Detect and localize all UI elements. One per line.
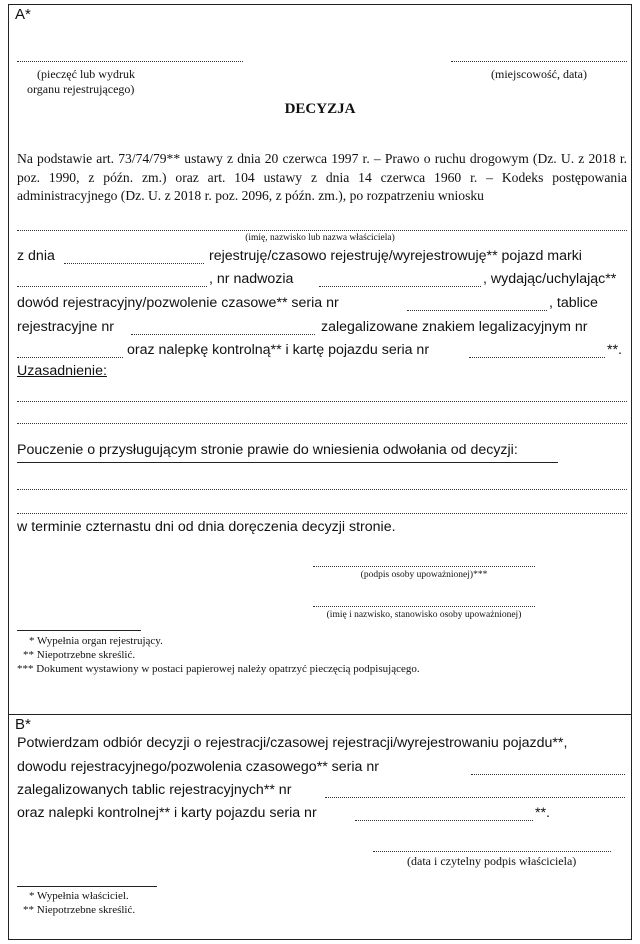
footnote-b-1: * Wypełnia właściciel. [29, 890, 129, 902]
receipt-line-4-end: **. [535, 805, 550, 821]
body-number-field[interactable] [319, 286, 481, 287]
registration-document-number-field[interactable] [407, 310, 547, 311]
decision-line2-a: , nr nadwozia [209, 271, 294, 287]
footnote-separator [17, 630, 141, 631]
decision-line2-b: , wydając/uchylając** [483, 271, 617, 287]
authorized-signature-field[interactable] [313, 566, 535, 567]
owner-date-caption: (data i czytelny podpis właściciela) [407, 854, 577, 868]
authorized-name-field[interactable] [313, 606, 535, 607]
application-date-field[interactable] [64, 263, 204, 264]
footnote-2: ** Niepotrzebne skreślić. [23, 649, 136, 661]
owner-caption: (imię, nazwisko lub nazwa właściciela) [245, 233, 395, 243]
receipt-document-number-field[interactable] [471, 774, 625, 775]
decision-line1-b: rejestruję/czasowo rejestruję/wyrejestrowuję** pojazd marki [209, 248, 582, 264]
stamp-caption-1: (pieczęć lub wydruk [37, 67, 135, 81]
footnote-1: * Wypełnia organ rejestrujący. [29, 635, 163, 647]
vehicle-make-field[interactable] [17, 286, 207, 287]
stamp-field[interactable] [17, 61, 243, 62]
document-title: DECYZJA [284, 101, 356, 117]
receipt-line-3: zalegalizowanych tablic rejestracyjnych** nr [17, 782, 292, 798]
instruction-line-2[interactable] [17, 513, 627, 514]
receipt-plate-number-field[interactable] [325, 797, 625, 798]
section-a-label: A* [15, 6, 31, 23]
decision-line4-a: rejestracyjne nr [17, 319, 114, 335]
deadline-text: w terminie czternastu dni od dnia doręczenia decyzji stronie. [17, 519, 396, 535]
legal-basis-paragraph: Na podstawie art. 73/74/79** ustawy z dnia 20 czerwca 1997 r. – Prawo o ruchu drogowym (Dz. U. z 2018 r. poz. 1990, z późn. zm.) oraz art. 104 ustawy z dnia 14 czerwca 1960 r. – Kodeks postępowania administracyjnego (Dz. U. z 2018 r. poz. 2096, z późn. zm.), po rozpatrzeniu wniosku [17, 151, 627, 203]
place-caption: (miejscowość, data) [491, 67, 587, 81]
name-caption: (imię i nazwisko, stanowisko osoby upoważnionej) [326, 610, 522, 620]
owner-name-field[interactable] [17, 230, 627, 231]
decision-line5-b: **. [607, 342, 622, 358]
footnote-separator-b [17, 886, 157, 887]
section-a [8, 4, 632, 714]
decision-line3-a: dowód rejestracyjny/pozwolenie czasowe** seria nr [17, 295, 339, 311]
vehicle-card-number-field[interactable] [469, 357, 605, 358]
decision-line1-a: z dnia [17, 248, 55, 264]
receipt-line-1: Potwierdzam odbiór decyzji o rejestracji/czasowej rejestracji/wyrejestrowaniu pojazdu**, [17, 735, 568, 751]
decision-line4-b: zalegalizowane znakiem legalizacyjnym nr [321, 319, 588, 335]
justification-label: Uzasadnienie: [17, 363, 107, 379]
receipt-line-2: dowodu rejestracyjnego/pozwolenia czasowego** seria nr [17, 759, 379, 775]
section-b-label: B* [15, 716, 31, 733]
plate-number-field[interactable] [131, 334, 315, 335]
footnote-3: *** Dokument wystawiony w postaci papierowej należy opatrzyć pieczęcią podpisującego. [17, 663, 420, 675]
footnote-b-2: ** Niepotrzebne skreślić. [23, 904, 136, 916]
place-date-field[interactable] [451, 61, 627, 62]
section-b [8, 714, 632, 940]
decision-line5-a: oraz nalepkę kontrolną** i kartę pojazdu seria nr [127, 342, 430, 358]
signature-caption: (podpis osoby upoważnionej)*** [360, 570, 488, 580]
decision-line3-b: , tablice [549, 295, 598, 311]
stamp-caption-2: organu rejestrującego) [27, 82, 135, 96]
justification-line-1[interactable] [17, 401, 627, 402]
justification-line-2[interactable] [17, 423, 627, 424]
legalization-mark-field[interactable] [17, 357, 123, 358]
instruction-underline [17, 462, 558, 463]
receipt-line-4: oraz nalepki kontrolnej** i karty pojazdu seria nr [17, 805, 317, 821]
owner-signature-field[interactable] [373, 851, 611, 852]
instruction-line-1[interactable] [17, 489, 627, 490]
receipt-card-number-field[interactable] [355, 820, 533, 821]
instruction-label: Pouczenie o przysługującym stronie prawie do wniesienia odwołania od decyzji: [17, 442, 518, 458]
